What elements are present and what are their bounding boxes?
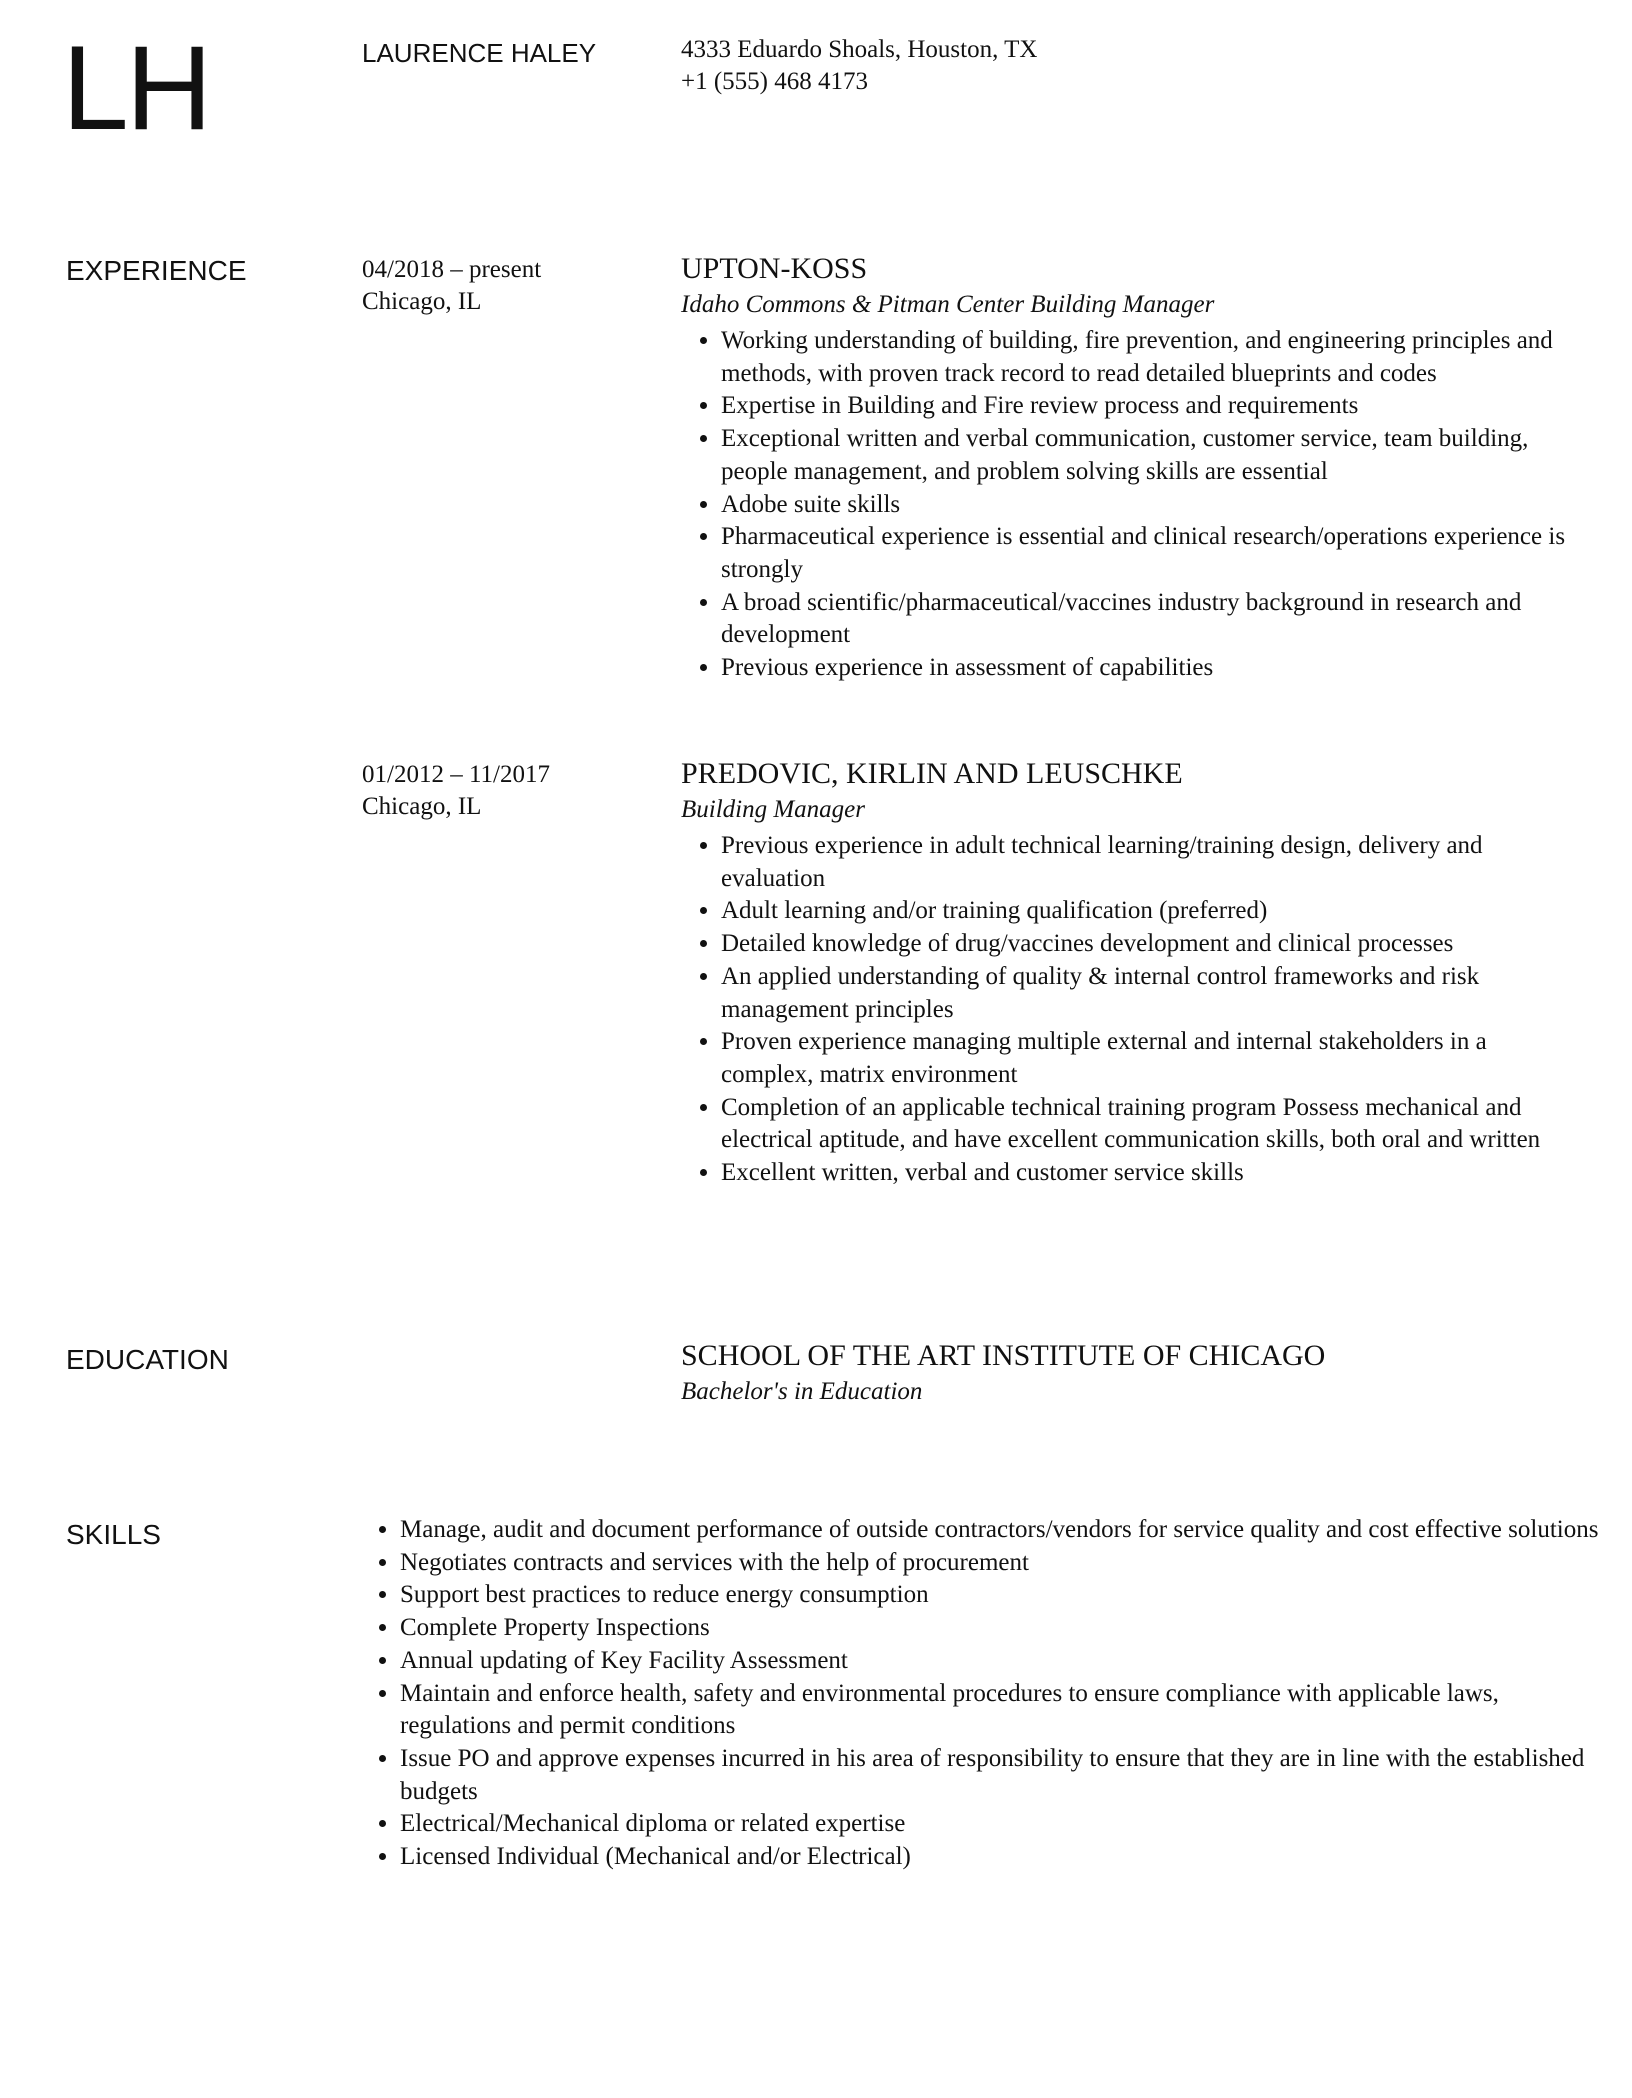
list-item: • Working understanding of building, fire prevention, and engineering principles and methods, with proven track record to read detailed blueprints and codes xyxy=(721,325,1581,390)
list-item: • Excellent written, verbal and customer service skills xyxy=(721,1157,1581,1190)
address: 4333 Eduardo Shoals, Houston, TX xyxy=(681,36,1038,63)
job-meta xyxy=(362,759,662,823)
job-dates: 04/2018 – present xyxy=(362,256,542,283)
list-item: • Complete Property Inspections xyxy=(400,1612,1610,1645)
list-item: • Licensed Individual (Mechanical and/or Electrical) xyxy=(400,1841,1610,1874)
list-item: • An applied understanding of quality & internal control frameworks and risk management principles xyxy=(721,961,1581,1026)
list-item: • A broad scientific/pharmaceutical/vaccines industry background in research and development xyxy=(721,587,1581,652)
contact-info xyxy=(681,34,1037,98)
job-title: Idaho Commons & Pitman Center Building Manager xyxy=(681,291,1215,318)
list-item: • Pharmaceutical experience is essential and clinical research/operations experience is strongly xyxy=(721,521,1581,586)
list-item: • Detailed knowledge of drug/vaccines development and clinical processes xyxy=(721,928,1581,961)
list-item: • Previous experience in adult technical learning/training design, delivery and evaluation xyxy=(721,830,1581,895)
list-item: • Adobe suite skills xyxy=(721,489,1581,522)
job-meta xyxy=(362,254,662,318)
phone: +1 (555) 468 4173 xyxy=(681,68,868,95)
candidate-name: LAURENCE HALEY xyxy=(362,38,597,68)
list-item: • Negotiates contracts and services with the help of procurement xyxy=(400,1547,1610,1580)
list-item: • Issue PO and approve expenses incurred in his area of responsibility to ensure that they are in line with the established budgets xyxy=(400,1743,1610,1808)
school-name: SCHOOL OF THE ART INSTITUTE OF CHICAGO xyxy=(681,1339,1326,1372)
education-entry xyxy=(681,1338,1581,1412)
list-item: • Expertise in Building and Fire review process and requirements xyxy=(721,390,1581,423)
job-title: Building Manager xyxy=(681,796,866,823)
company-name: PREDOVIC, KIRLIN AND LEUSCHKE xyxy=(681,757,1183,790)
list-item: • Manage, audit and document performance of outside contractors/vendors for service quality and cost effective solutions xyxy=(400,1514,1610,1547)
job-entry xyxy=(681,251,1581,685)
list-item: • Electrical/Mechanical diploma or related expertise xyxy=(400,1808,1610,1841)
list-item: • Support best practices to reduce energy consumption xyxy=(400,1579,1610,1612)
list-item: • Annual updating of Key Facility Assessment xyxy=(400,1645,1610,1678)
company-name: UPTON-KOSS xyxy=(681,252,868,285)
skills-list xyxy=(362,1514,1610,1874)
list-item: • Previous experience in assessment of capabilities xyxy=(721,652,1581,685)
job-location: Chicago, IL xyxy=(362,793,482,820)
list-item: • Completion of an applicable technical training program Possess mechanical and electrical aptitude, and have excellent communication skills, both oral and written xyxy=(721,1092,1581,1157)
job-location: Chicago, IL xyxy=(362,288,482,315)
list-item: • Exceptional written and verbal communication, customer service, team building, people management, and problem solving skills are essential xyxy=(721,423,1581,488)
job-bullets xyxy=(681,830,1581,1190)
list-item: • Maintain and enforce health, safety and environmental procedures to ensure compliance with applicable laws, regulations and permit conditions xyxy=(400,1678,1610,1743)
list-item: • Proven experience managing multiple external and internal stakeholders in a complex, matrix environment xyxy=(721,1026,1581,1091)
job-dates: 01/2012 – 11/2017 xyxy=(362,761,550,788)
section-title-education: EDUCATION xyxy=(66,1344,229,1375)
degree: Bachelor's in Education xyxy=(681,1378,923,1405)
job-entry xyxy=(681,756,1581,1190)
job-bullets xyxy=(681,325,1581,685)
section-title-skills: SKILLS xyxy=(66,1519,161,1550)
section-title-experience: EXPERIENCE xyxy=(66,255,247,286)
monogram: LH xyxy=(62,21,210,155)
list-item: • Adult learning and/or training qualification (preferred) xyxy=(721,895,1581,928)
